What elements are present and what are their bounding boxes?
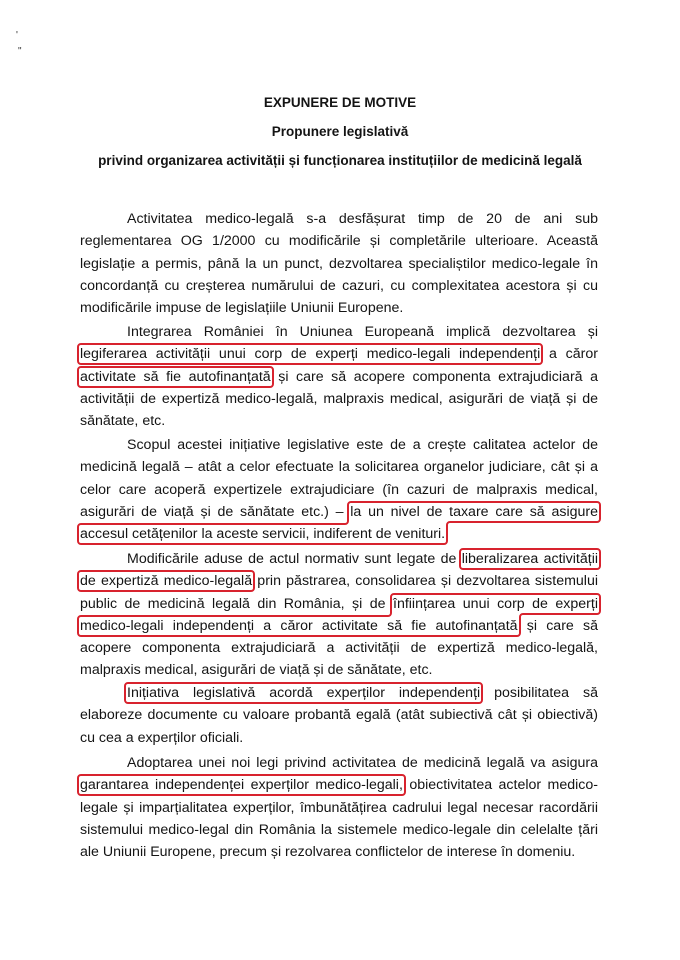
paragraph-text: Adoptarea unei noi legi privind activitatea de medicină legală va asigura — [127, 755, 598, 771]
paragraph-text: și care să acopere componenta extrajudiciară a activității de expertiză medico-legală, malpraxis medical, asigurări de viață și de sănătate, etc. — [80, 617, 599, 679]
paragraph-text: și care să acopere componenta extrajudiciară a activității de expertiză medico-legală, malpraxis medical, asigurări de viață și de sănătate, etc. — [80, 368, 599, 430]
highlighted-text: legiferarea activității unui corp de experți medico-legali independenți — [80, 346, 541, 363]
highlighted-text: liberalizarea activității de expertiză medico-legală — [80, 551, 598, 590]
paragraph-text: Activitatea medico-legală s-a desfășurat timp de 20 de ani sub reglementarea OG 1/2000 cu modificările și completările ulterioare. Această legislație a permis, până la un punct, dezvoltarea specialiștilor medico-legale în concordanță cu creșterea numărului de cazuri, cu complexitatea acestora și cu modificările impuse de legislațiile Uniunii Europene. — [80, 211, 598, 317]
paragraph-text: Scopul acestei inițiative legislative este de a crește calitatea actelor de medicină legală – atât a celor efectuate la solicitarea organelor judiciare, cât și a celor care acoperă expertizele extrajudiciare (în cazuri de malpraxis medical, asigurări de viață și de sănătate etc.) – — [80, 437, 598, 520]
highlighted-text: Inițiativa legislativă acordă experților independenți — [127, 685, 481, 701]
scan-mark: ' — [16, 30, 18, 41]
paragraph — [80, 548, 598, 682]
paragraph — [80, 208, 598, 319]
highlighted-text: înființarea unui corp de experți medico-legali independenți a căror activitate să fie autofinanțată — [80, 595, 598, 634]
paragraph — [80, 682, 598, 749]
paragraph — [80, 752, 598, 863]
document-subtitle: Propunere legislativă — [271, 124, 409, 139]
paragraph-text: Modificările aduse de actul normativ sunt legate de — [127, 551, 462, 567]
paragraph — [80, 434, 598, 545]
paragraph-text: obiectivitatea actelor medico-legale și imparțialitatea experților, îmbunătățirea cadrului legal necesar racordării sistemului medico-legal din România la sistemele medico-legale din celelalte țări ale Uniunii Europene, precum și rezolvarea conflictelor de interese în domeniu. — [80, 777, 598, 861]
paragraph — [80, 321, 598, 432]
paragraph-text: Integrarea României în Uniunea Europeană implică dezvoltarea și — [127, 324, 598, 340]
document-subject: privind organizarea activității și funcționarea instituțiilor de medicină legală — [98, 153, 582, 168]
paragraph-text: prin păstrarea, consolidarea și dezvoltarea sistemului public de medicină legală din România, și de — [80, 573, 598, 612]
scan-mark: " — [18, 46, 22, 57]
paragraph-text: posibilitatea să elaboreze documente cu valoare probantă egală (atât subiectivă cât și obiectivă) cu cea a experților oficiali. — [80, 685, 598, 746]
highlighted-text: la un nivel de taxare care să asigure accesul cetățenilor la aceste servicii, indiferent de venituri. — [80, 503, 598, 543]
highlighted-text: activitate să fie autofinanțată — [80, 368, 271, 385]
document-title: EXPUNERE DE MOTIVE — [263, 95, 417, 110]
highlighted-text: garantarea independenței experților medico-legali, — [80, 777, 403, 794]
paragraph-text: a căror — [540, 346, 598, 363]
